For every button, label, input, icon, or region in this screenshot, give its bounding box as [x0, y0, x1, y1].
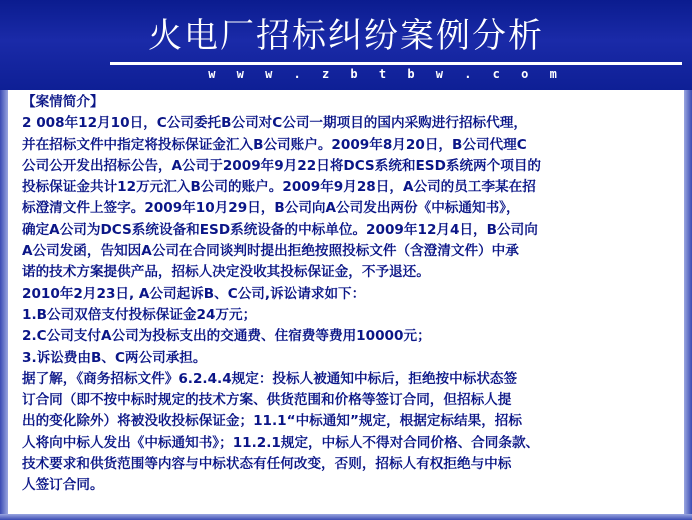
- text-line: 并在招标文件中指定将投标保证金汇入B公司账户。2009年8月20日，B公司代理C: [22, 136, 527, 153]
- text-line: 3.诉讼费由B、C两公司承担。: [22, 349, 207, 366]
- text-line: 公司公开发出招标公告，A公司于2009年9月22日将DCS系统和ESD系统两个项目的: [22, 157, 542, 174]
- text-line: 确定A公司为DCS系统设备和ESD系统设备的中标单位。2009年12月4日，B公司向: [22, 221, 538, 238]
- text-line: 2.C公司支付A公司为投标支出的交通费、住宿费等费用10000元；: [22, 328, 431, 345]
- slide-header: [0, 0, 692, 90]
- text-line: 投标保证金共计12万元汇入B公司的账户。2009年9月28日，A公司的员工李某在招: [22, 179, 536, 196]
- text-line: 据了解，《商务招标文件》6.2.4.4规定：投标人被通知中标后，拒绝按中标状态签: [22, 370, 518, 387]
- text-line: 技术要求和供货范围等内容与中标状态有任何改变，否则，招标人有权拒绝与中标: [22, 456, 512, 473]
- case-text: [22, 92, 680, 497]
- text-line: 诺的技术方案提供产品，招标人决定没收其投标保证金，不予退还。: [22, 264, 430, 281]
- text-line: 1.B公司双倍支付投标保证金24万元；: [22, 306, 257, 323]
- frame-right-border: [684, 90, 692, 520]
- slide-title: 火电厂招标纠纷案例分析: [148, 16, 544, 56]
- website-url-text: w w w . z b t b w . c o m: [208, 67, 564, 81]
- text-line: 标澄清文件上签字。2009年10月29日，B公司向A公司发出两份《中标通知书》，: [22, 200, 520, 217]
- text-line: 人签订合同。: [22, 477, 104, 494]
- text-line: 订合同（即不按中标时规定的技术方案、供货范围和价格等签订合同，但招标人提: [22, 392, 512, 409]
- header-divider: [110, 62, 682, 65]
- text-line: 出的变化除外）将被没收投标保证金；11.1“中标通知”规定，根据定标结果，招标: [22, 413, 522, 430]
- text-line: 2010年2月23日, A公司起诉B、C公司,诉讼请求如下：: [22, 285, 366, 302]
- website-url: [0, 66, 692, 82]
- frame-bottom-border: [0, 514, 692, 520]
- text-line: 【案情简介】: [22, 94, 104, 110]
- text-line: 2 008年12月10日，C公司委托B公司对C公司一期项目的国内采购进行招标代理，: [22, 115, 527, 132]
- text-line: A公司发函，告知因A公司在合同谈判时提出拒绝按照投标文件（含澄清文件）中承: [22, 243, 519, 260]
- text-line: 人将向中标人发出《中标通知书》；11.2.1规定，中标人不得对合同价格、合同条款、: [22, 434, 540, 451]
- frame-left-border: [0, 90, 8, 520]
